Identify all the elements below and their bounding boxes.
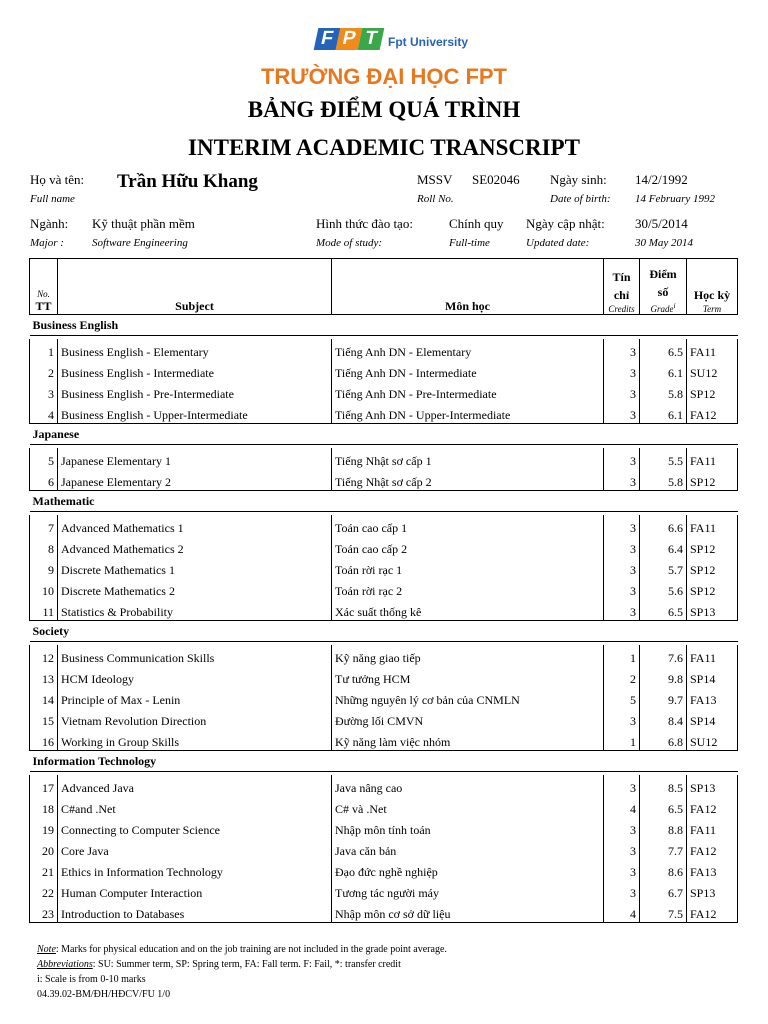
row-subject-vi: Tiếng Anh DN - Intermediate	[332, 360, 604, 381]
row-grade: 6.5	[640, 599, 687, 621]
fpt-logo	[314, 27, 469, 55]
row-subject-vi: Nhập môn cơ sở dữ liệu	[332, 901, 604, 923]
row-term: FA12	[687, 838, 738, 859]
row-grade: 8.5	[640, 775, 687, 796]
row-term: FA11	[687, 339, 738, 360]
row-grade: 8.6	[640, 859, 687, 880]
major-label: Ngành:	[30, 216, 69, 231]
col-no-top: No.	[37, 289, 50, 299]
name-label: Họ và tên:	[30, 172, 85, 187]
table-row	[30, 838, 738, 859]
row-grade: 5.8	[640, 469, 687, 491]
logo-university-text: Fpt University	[388, 35, 469, 49]
row-subject: Introduction to Databases	[58, 901, 332, 923]
table-row	[30, 448, 738, 469]
row-number: 5	[30, 448, 58, 469]
table-row	[30, 708, 738, 729]
row-term: FA11	[687, 645, 738, 666]
row-grade: 5.7	[640, 557, 687, 578]
group-title: Mathematic	[32, 493, 95, 508]
row-subject-vi: Những nguyên lý cơ bản của CNMLN	[332, 687, 604, 708]
row-subject: Ethics in Information Technology	[58, 859, 332, 880]
logo-letter-t: T	[358, 28, 385, 50]
table-row	[30, 859, 738, 880]
mssv-label: MSSV	[417, 172, 453, 187]
row-credits: 3	[604, 360, 640, 381]
row-grade: 5.5	[640, 448, 687, 469]
table-row	[30, 599, 738, 621]
form-code: 04.39.02-BM/ĐH/HĐCV/FU 1/0	[37, 989, 171, 1000]
row-grade: 7.5	[640, 901, 687, 923]
row-term: SU12	[687, 360, 738, 381]
row-grade: 6.8	[640, 729, 687, 751]
table-row	[30, 729, 738, 751]
table-row	[30, 901, 738, 923]
row-subject-vi: C# và .Net	[332, 796, 604, 817]
row-subject-vi: Java nâng cao	[332, 775, 604, 796]
row-term: FA12	[687, 796, 738, 817]
row-term: SP12	[687, 578, 738, 599]
logo-letter-f: F	[314, 28, 341, 50]
transcript-table	[29, 258, 738, 923]
col-grade-label: Điểm số	[649, 267, 677, 299]
row-term: SP12	[687, 536, 738, 557]
table-header	[30, 259, 738, 315]
group-header	[30, 751, 738, 772]
row-number: 12	[30, 645, 58, 666]
col-grade	[640, 259, 687, 315]
row-number: 23	[30, 901, 58, 923]
row-credits: 3	[604, 859, 640, 880]
row-subject-vi: Tiếng Anh DN - Upper-Intermediate	[332, 402, 604, 424]
row-subject: Discrete Mathematics 1	[58, 557, 332, 578]
row-subject-vi: Java căn bản	[332, 838, 604, 859]
row-number: 15	[30, 708, 58, 729]
logo-letter-p: P	[336, 28, 363, 50]
row-subject-vi: Tiếng Anh DN - Pre-Intermediate	[332, 381, 604, 402]
row-grade: 8.4	[640, 708, 687, 729]
row-term: FA12	[687, 402, 738, 424]
major-value-en: Software Engineering	[92, 237, 188, 249]
name-label-en: Full name	[30, 193, 75, 205]
row-number: 11	[30, 599, 58, 621]
mode-value: Chính quy	[449, 216, 504, 231]
row-grade: 6.6	[640, 515, 687, 536]
school-name: TRƯỜNG ĐẠI HỌC FPT	[260, 64, 507, 89]
row-subject: Japanese Elementary 2	[58, 469, 332, 491]
table-row	[30, 515, 738, 536]
abbr-line	[37, 959, 401, 970]
row-grade: 7.7	[640, 838, 687, 859]
table-row	[30, 381, 738, 402]
row-grade: 6.1	[640, 360, 687, 381]
row-number: 13	[30, 666, 58, 687]
col-credits-en: Credits	[608, 304, 635, 314]
row-credits: 3	[604, 838, 640, 859]
row-term: SP12	[687, 469, 738, 491]
student-name: Trần Hữu Khang	[117, 171, 258, 192]
row-subject-vi: Tiếng Nhật sơ cấp 1	[332, 448, 604, 469]
row-number: 20	[30, 838, 58, 859]
student-id: SE02046	[472, 172, 520, 187]
col-term-label: Học kỳ	[693, 288, 731, 302]
row-number: 3	[30, 381, 58, 402]
row-number: 9	[30, 557, 58, 578]
row-term: FA13	[687, 859, 738, 880]
row-subject: Advanced Mathematics 1	[58, 515, 332, 536]
col-term-en: Term	[702, 304, 722, 314]
group-header	[30, 315, 738, 336]
row-subject: Principle of Max - Lenin	[58, 687, 332, 708]
table-row	[30, 817, 738, 838]
row-subject-vi: Tiếng Nhật sơ cấp 2	[332, 469, 604, 491]
col-subject: Subject	[58, 259, 332, 315]
row-number: 22	[30, 880, 58, 901]
row-subject-vi: Kỹ năng giao tiếp	[332, 645, 604, 666]
updated-value-en: 30 May 2014	[635, 237, 694, 249]
mode-value-en: Full-time	[449, 237, 490, 249]
row-subject-vi: Đường lối CMVN	[332, 708, 604, 729]
row-number: 21	[30, 859, 58, 880]
row-credits: 3	[604, 339, 640, 360]
row-credits: 3	[604, 578, 640, 599]
row-number: 1	[30, 339, 58, 360]
table-row	[30, 880, 738, 901]
row-subject: Advanced Mathematics 2	[58, 536, 332, 557]
group-title: Japanese	[32, 426, 80, 441]
table-row	[30, 687, 738, 708]
row-subject-vi: Tư tưởng HCM	[332, 666, 604, 687]
row-credits: 3	[604, 775, 640, 796]
row-credits: 1	[604, 645, 640, 666]
row-credits: 3	[604, 469, 640, 491]
row-credits: 4	[604, 796, 640, 817]
table-body	[30, 315, 738, 923]
row-subject-vi: Toán rời rạc 2	[332, 578, 604, 599]
row-term: SP13	[687, 599, 738, 621]
row-term: FA11	[687, 515, 738, 536]
row-number: 8	[30, 536, 58, 557]
abbr-text: : SU: Summer term, SP: Spring term, FA: Fall term. F: Fail, *: transfer credit	[92, 959, 401, 970]
row-subject: Discrete Mathematics 2	[58, 578, 332, 599]
table-row	[30, 536, 738, 557]
row-subject: Core Java	[58, 838, 332, 859]
scale-note: i: Scale is from 0-10 marks	[37, 974, 146, 985]
row-subject: Connecting to Computer Science	[58, 817, 332, 838]
updated-label: Ngày cập nhật:	[526, 216, 605, 231]
group-header	[30, 491, 738, 512]
row-credits: 3	[604, 536, 640, 557]
major-value: Kỹ thuật phần mềm	[92, 216, 195, 231]
mode-label-en: Mode of study:	[316, 237, 382, 249]
row-subject-vi: Xác suất thống kê	[332, 599, 604, 621]
row-number: 18	[30, 796, 58, 817]
dob-label-en: Date of birth:	[550, 193, 611, 205]
row-subject: Business English - Pre-Intermediate	[58, 381, 332, 402]
dob-value: 14/2/1992	[635, 172, 688, 187]
dob-value-en: 14 February 1992	[635, 193, 716, 205]
row-grade: 6.5	[640, 339, 687, 360]
row-credits: 3	[604, 381, 640, 402]
row-subject: Statistics & Probability	[58, 599, 332, 621]
row-grade: 9.7	[640, 687, 687, 708]
row-credits: 3	[604, 599, 640, 621]
row-number: 16	[30, 729, 58, 751]
mode-label: Hình thức đào tạo:	[316, 216, 413, 231]
table-row	[30, 578, 738, 599]
row-term: FA13	[687, 687, 738, 708]
row-grade: 6.7	[640, 880, 687, 901]
table-row	[30, 360, 738, 381]
col-credits	[604, 259, 640, 315]
row-number: 4	[30, 402, 58, 424]
row-term: SP12	[687, 557, 738, 578]
row-credits: 3	[604, 817, 640, 838]
abbr-label: Abbreviations	[37, 959, 93, 970]
row-term: FA11	[687, 448, 738, 469]
row-subject: Working in Group Skills	[58, 729, 332, 751]
row-number: 19	[30, 817, 58, 838]
row-subject-vi: Nhập môn tính toán	[332, 817, 604, 838]
table-row	[30, 645, 738, 666]
row-subject: Business English - Elementary	[58, 339, 332, 360]
row-credits: 3	[604, 448, 640, 469]
row-subject-vi: Toán rời rạc 1	[332, 557, 604, 578]
dob-label: Ngày sinh:	[550, 172, 607, 187]
row-grade: 5.6	[640, 578, 687, 599]
row-term: SP13	[687, 775, 738, 796]
col-no	[30, 259, 58, 315]
row-grade: 6.1	[640, 402, 687, 424]
note-label: Note	[37, 944, 56, 955]
col-credits-label: Tín chỉ	[612, 270, 631, 302]
row-term: FA12	[687, 901, 738, 923]
row-term: SU12	[687, 729, 738, 751]
row-number: 14	[30, 687, 58, 708]
group-title: Information Technology	[32, 753, 157, 768]
col-subject-vi: Môn học	[332, 259, 604, 315]
table-row	[30, 796, 738, 817]
row-credits: 5	[604, 687, 640, 708]
title-vietnamese: BẢNG ĐIỂM QUÁ TRÌNH	[247, 97, 521, 122]
row-subject: HCM Ideology	[58, 666, 332, 687]
row-subject-vi: Kỹ năng làm việc nhóm	[332, 729, 604, 751]
row-credits: 3	[604, 708, 640, 729]
group-header	[30, 424, 738, 445]
row-term: SP14	[687, 666, 738, 687]
table-row	[30, 775, 738, 796]
table-row	[30, 339, 738, 360]
row-term: SP13	[687, 880, 738, 901]
row-subject-vi: Đạo đức nghề nghiệp	[332, 859, 604, 880]
row-subject: Business Communication Skills	[58, 645, 332, 666]
row-number: 2	[30, 360, 58, 381]
note-line	[37, 944, 447, 955]
row-subject-vi: Toán cao cấp 2	[332, 536, 604, 557]
table-row	[30, 402, 738, 424]
col-no-label: TT	[35, 299, 52, 313]
col-grade-sup: i	[673, 301, 676, 310]
row-term: FA11	[687, 817, 738, 838]
row-credits: 2	[604, 666, 640, 687]
row-grade: 6.5	[640, 796, 687, 817]
row-subject: Advanced Java	[58, 775, 332, 796]
row-number: 17	[30, 775, 58, 796]
col-grade-en: Grade	[650, 304, 674, 314]
table-row	[30, 557, 738, 578]
row-credits: 3	[604, 557, 640, 578]
row-number: 10	[30, 578, 58, 599]
group-header	[30, 621, 738, 642]
updated-value: 30/5/2014	[635, 216, 688, 231]
row-credits: 3	[604, 880, 640, 901]
table-row	[30, 666, 738, 687]
row-subject: C#and .Net	[58, 796, 332, 817]
group-title: Business English	[32, 317, 119, 332]
note-text: : Marks for physical education and on the job training are not included in the grade point average.	[55, 944, 447, 955]
major-label-en: Major :	[30, 237, 64, 249]
row-credits: 1	[604, 729, 640, 751]
row-subject: Business English - Intermediate	[58, 360, 332, 381]
group-title: Society	[32, 623, 70, 638]
row-grade: 9.8	[640, 666, 687, 687]
row-subject: Business English - Upper-Intermediate	[58, 402, 332, 424]
row-grade: 6.4	[640, 536, 687, 557]
updated-label-en: Updated date:	[526, 237, 590, 249]
row-grade: 7.6	[640, 645, 687, 666]
row-number: 6	[30, 469, 58, 491]
row-subject: Human Computer Interaction	[58, 880, 332, 901]
row-grade: 8.8	[640, 817, 687, 838]
row-subject-vi: Toán cao cấp 1	[332, 515, 604, 536]
row-credits: 3	[604, 515, 640, 536]
row-term: SP12	[687, 381, 738, 402]
row-subject: Vietnam Revolution Direction	[58, 708, 332, 729]
row-subject-vi: Tương tác người máy	[332, 880, 604, 901]
row-number: 7	[30, 515, 58, 536]
row-term: SP14	[687, 708, 738, 729]
title-english: INTERIM ACADEMIC TRANSCRIPT	[188, 135, 580, 160]
row-credits: 4	[604, 901, 640, 923]
row-subject: Japanese Elementary 1	[58, 448, 332, 469]
row-credits: 3	[604, 402, 640, 424]
table-row	[30, 469, 738, 491]
col-term	[687, 259, 738, 315]
row-grade: 5.8	[640, 381, 687, 402]
row-subject-vi: Tiếng Anh DN - Elementary	[332, 339, 604, 360]
mssv-label-en: Roll No.	[417, 193, 454, 205]
